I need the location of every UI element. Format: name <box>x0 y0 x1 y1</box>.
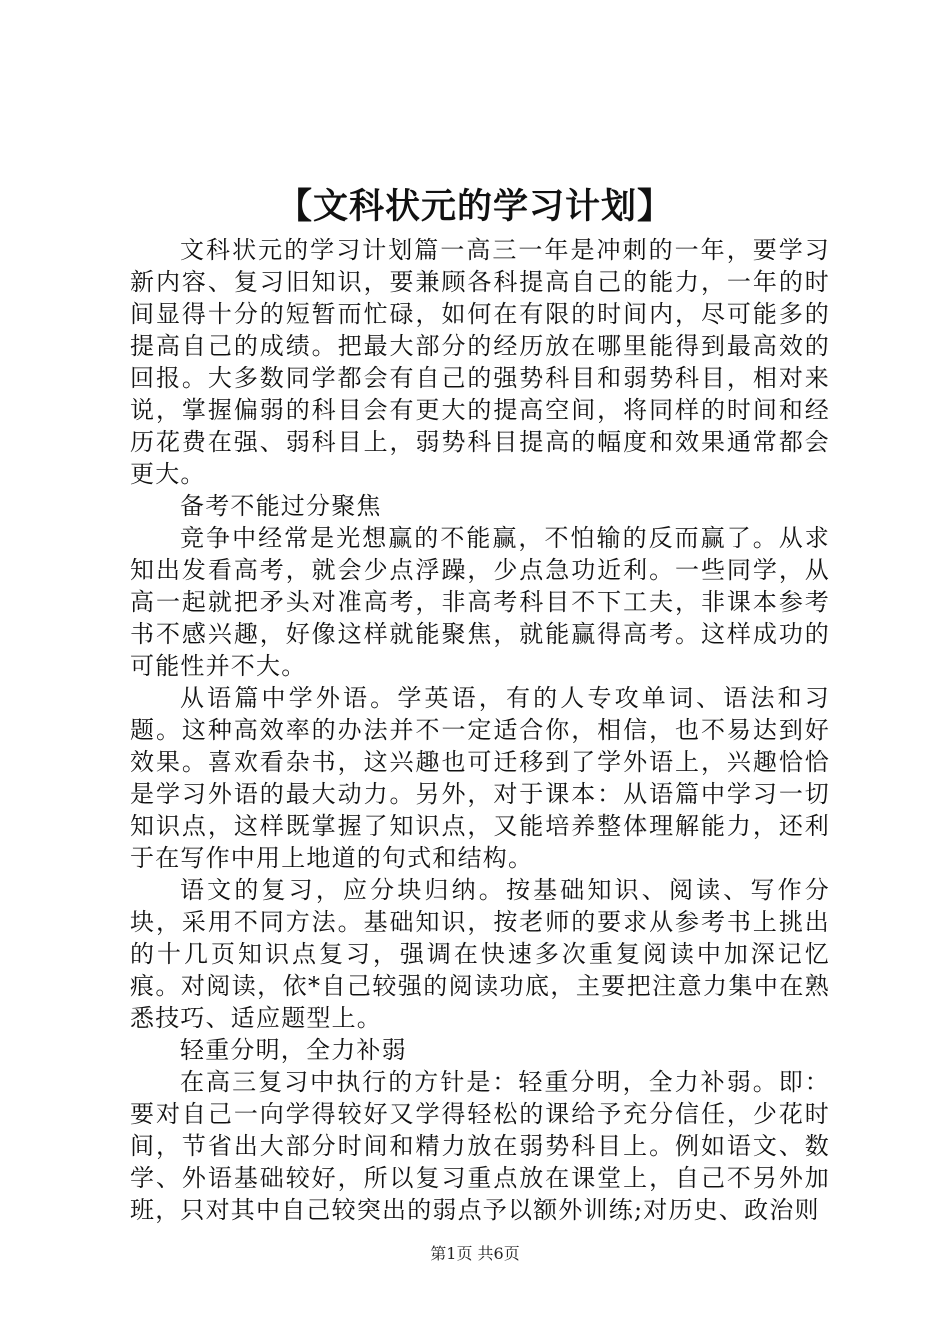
page-number: 第1页 共6页 <box>430 1244 520 1263</box>
document-body <box>130 234 830 1226</box>
paragraph-foreign-language: 从语篇中学外语。学英语，有的人专攻单词、语法和习题。这种高效率的办法并不一定适合你，相信，也不易达到好效果。喜欢看杂书，这兴趣也可迁移到了学外语上，兴趣恰恰是学习外语的最大动力。另外，对于课本：从语篇中学习一切知识点，这样既掌握了知识点，又能培养整体理解能力，还利于在写作中用上地道的句式和结构。 <box>130 684 830 872</box>
paragraph-intro: 文科状元的学习计划篇一高三一年是冲刺的一年，要学习新内容、复习旧知识，要兼顾各科提高自己的能力，一年的时间显得十分的短暂而忙碌，如何在有限的时间内，尽可能多的提高自己的成绩。把最大部分的经历放在哪里能得到最高效的回报。大多数同学都会有自己的强势科目和弱势科目，相对来说，掌握偏弱的科目会有更大的提高空间，将同样的时间和经历花费在强、弱科目上，弱势科目提高的幅度和效果通常都会更大。 <box>130 236 830 488</box>
document-title: 【文科状元的学习计划】 <box>276 186 673 227</box>
paragraph-chinese-review: 语文的复习，应分块归纳。按基础知识、阅读、写作分块，采用不同方法。基础知识，按老师的要求从参考书上挑出的十几页知识点复习，强调在快速多次重复阅读中加深记忆痕。对阅读，依*自己较强的阅读功底，主要把注意力集中在熟悉技巧、适应题型上。 <box>130 876 830 1032</box>
paragraph-competition: 竞争中经常是光想赢的不能赢，不怕输的反而赢了。从求知出发看高考，就会少点浮躁，少点急功近利。一些同学，从高一起就把矛头对准高考，非高考科目不下工夫，非课本参考书不感兴趣，好像这样就能聚焦，就能赢得高考。这样成功的可能性并不大。 <box>130 524 830 680</box>
section-heading-focus: 备考不能过分聚焦 <box>180 492 382 520</box>
section-heading-priorities: 轻重分明，全力补弱 <box>180 1036 407 1064</box>
paragraph-strategy: 在高三复习中执行的方针是：轻重分明，全力补弱。即：要对自己一向学得较好又学得轻松的课给予充分信任，少花时间，节省出大部分时间和精力放在弱势科目上。例如语文、数学、外语基础较好，所以复习重点放在课堂上，自己不另外加班，只对其中自己较突出的弱点予以额外训练;对历史、政治则 <box>130 1068 830 1224</box>
